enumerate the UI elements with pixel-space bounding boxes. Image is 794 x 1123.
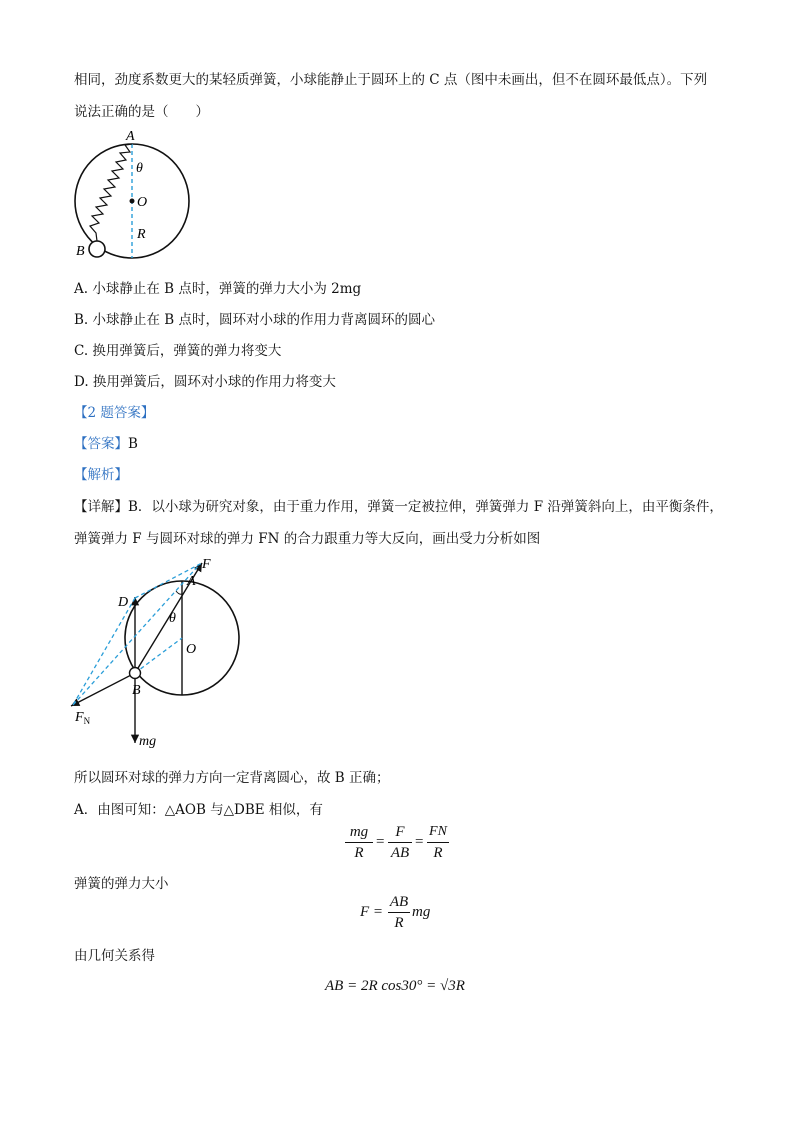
- label-f: F: [202, 557, 211, 572]
- eq2-rhs: mg: [412, 904, 431, 920]
- spring-zigzag: [90, 144, 132, 241]
- eq1-den-1: R: [354, 845, 364, 861]
- analysis-label: 【解析】: [74, 467, 128, 483]
- option-a: A. 小球静止在 B 点时，弹簧的弹力大小为 2mg: [74, 281, 362, 297]
- eq2-den: R: [394, 915, 404, 931]
- label-d: D: [118, 595, 129, 610]
- normal-force-arrow: [71, 673, 135, 706]
- answer-header: 【2 题答案】: [74, 405, 155, 421]
- geometry-label: 由几何关系得: [74, 948, 155, 964]
- eq1-num-2: F: [395, 824, 405, 840]
- question-line-2: 说法正确的是（ ）: [74, 104, 209, 120]
- conclusion: 所以圆环对球的弹力方向一定背离圆心，故 B 正确；: [74, 770, 390, 786]
- spring-force-label: 弹簧的弹力大小: [74, 876, 169, 892]
- answer-label: 【答案】: [74, 436, 128, 452]
- label-theta2: θ: [169, 611, 176, 626]
- label-fn: [74, 710, 91, 726]
- eq2-frac: [388, 893, 410, 932]
- label-a2: A: [187, 574, 196, 589]
- eq2-num: AB: [389, 894, 409, 910]
- label-b2: B: [132, 683, 141, 698]
- detail-text-1: B．以小球为研究对象，由于重力作用，弹簧一定被拉伸，弹簧弹力 F 沿弹簧斜向上，由平衡条件，: [128, 499, 723, 515]
- option-b: B. 小球静止在 B 点时，圆环对小球的作用力背离圆环的圆心: [74, 312, 436, 328]
- label-r: R: [137, 227, 146, 242]
- eq1-frac-3: [427, 823, 449, 862]
- label-theta: θ: [136, 161, 143, 176]
- force-analysis-figure: [62, 555, 252, 755]
- eq1-den-3: R: [433, 845, 443, 861]
- eq3: AB = 2R cos30° = √3R: [325, 978, 465, 994]
- option-c: C. 换用弹簧后，弹簧的弹力将变大: [74, 343, 282, 359]
- eq2-lhs: F =: [360, 904, 384, 920]
- label-a: A: [126, 129, 135, 144]
- answer-line: [74, 432, 138, 452]
- eq1-frac-2: [388, 823, 412, 862]
- eq1-den-2: AB: [390, 845, 410, 861]
- eq1-num-1: mg: [349, 824, 369, 840]
- label-o2: O: [186, 642, 197, 657]
- label-fn-main: F: [75, 710, 84, 725]
- ball-2: [130, 668, 141, 679]
- detail-line-1: [74, 495, 723, 515]
- option-d: D. 换用弹簧后，圆环对小球的作用力将变大: [74, 374, 336, 390]
- eq1-num-3: FN: [429, 824, 447, 839]
- label-mg: mg: [139, 734, 157, 749]
- ball: [89, 241, 105, 257]
- eq1-frac-1: [345, 823, 373, 862]
- detail-label: 【详解】: [74, 499, 128, 515]
- detail-line-2: 弹簧弹力 F 与圆环对球的弹力 FN 的合力跟重力等大反向，画出受力分析如图: [74, 531, 541, 547]
- spring-circle-figure: [62, 125, 202, 260]
- center-dot: [130, 199, 135, 204]
- answer-value: B: [128, 436, 138, 452]
- label-b: B: [76, 244, 85, 259]
- label-fn-sub: N: [83, 716, 91, 726]
- theta-arc: [176, 591, 182, 594]
- question-line-1: 相同，劲度系数更大的某轻质弹簧，小球能静止于圆环上的 C 点（图中未画出，但不在圆环最低点）。下列: [74, 72, 708, 88]
- eq1-equals-1: =: [376, 834, 385, 850]
- eq1-equals-2: =: [415, 834, 424, 850]
- part-a-intro: A．由图可知：△AOB 与△DBE 相似，有: [74, 802, 323, 818]
- radius-ob-dashed: [135, 638, 182, 673]
- label-o: O: [137, 195, 148, 210]
